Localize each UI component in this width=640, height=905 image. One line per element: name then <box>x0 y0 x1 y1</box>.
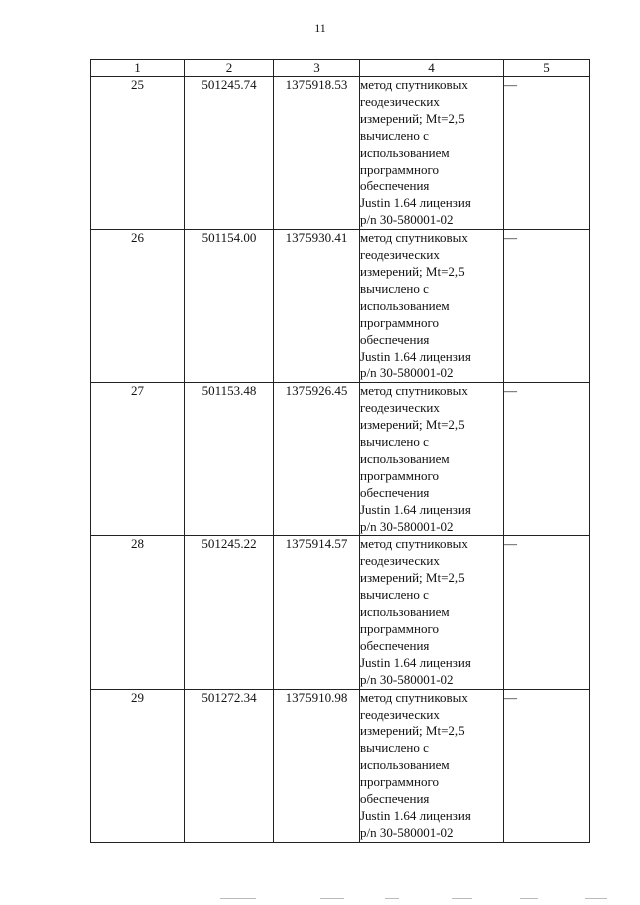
header-col-5: 5 <box>504 60 590 77</box>
method-line: обеспечения <box>360 484 430 500</box>
method-description-cell <box>360 689 504 842</box>
method-line: метод спутниковых <box>360 689 468 705</box>
note-dash: — <box>504 536 517 552</box>
footer-scan-marks <box>190 896 610 902</box>
y-coordinate-cell: 1375930.41 <box>274 230 360 383</box>
table-row <box>91 689 590 842</box>
method-line: использованием <box>360 757 450 773</box>
method-line: обеспечения <box>360 178 430 194</box>
method-line: обеспечения <box>360 637 430 653</box>
table-row <box>91 230 590 383</box>
method-line: обеспечения <box>360 791 430 807</box>
coordinates-table <box>90 59 590 843</box>
x-coordinate-cell: 501154.00 <box>185 230 274 383</box>
method-line: вычислено с <box>360 127 429 143</box>
method-line: p/n 30-580001-02 <box>360 824 454 840</box>
x-coordinate-cell: 501245.74 <box>185 77 274 230</box>
method-line: измерений; Mt=2,5 <box>360 570 465 586</box>
method-description-cell <box>360 230 504 383</box>
table-row <box>91 77 590 230</box>
method-description-cell <box>360 77 504 230</box>
method-line: измерений; Mt=2,5 <box>360 110 465 126</box>
method-line: измерений; Mt=2,5 <box>360 417 465 433</box>
method-line: метод спутниковых <box>360 230 468 246</box>
method-line: метод спутниковых <box>360 536 468 552</box>
note-cell <box>504 536 590 689</box>
header-col-4: 4 <box>360 60 504 77</box>
method-line: программного <box>360 774 439 790</box>
table-body <box>91 77 590 843</box>
method-line: метод спутниковых <box>360 77 468 92</box>
y-coordinate-cell: 1375910.98 <box>274 689 360 842</box>
method-line: обеспечения <box>360 331 430 347</box>
method-line: использованием <box>360 604 450 620</box>
method-line: программного <box>360 467 439 483</box>
method-line: вычислено с <box>360 280 429 296</box>
note-dash: — <box>504 230 517 246</box>
method-line: геодезических <box>360 706 440 722</box>
y-coordinate-cell: 1375926.45 <box>274 383 360 536</box>
note-cell <box>504 230 590 383</box>
method-line: Justin 1.64 лицензия <box>360 501 471 517</box>
method-line: использованием <box>360 297 450 313</box>
method-line: геодезических <box>360 400 440 416</box>
point-number-cell: 25 <box>91 77 185 230</box>
point-number-cell: 26 <box>91 230 185 383</box>
method-line: метод спутниковых <box>360 383 468 399</box>
method-line: вычислено с <box>360 740 429 756</box>
y-coordinate-cell: 1375914.57 <box>274 536 360 689</box>
point-number-cell: 29 <box>91 689 185 842</box>
method-description-cell <box>360 536 504 689</box>
note-dash: — <box>504 383 517 399</box>
method-line: геодезических <box>360 553 440 569</box>
header-col-1: 1 <box>91 60 185 77</box>
method-line: программного <box>360 621 439 636</box>
method-description-cell <box>360 383 504 536</box>
method-line: Justin 1.64 лицензия <box>360 348 471 364</box>
method-line: Justin 1.64 лицензия <box>360 654 471 670</box>
method-line: использованием <box>360 450 450 466</box>
method-line: измерений; Mt=2,5 <box>360 263 465 279</box>
header-col-3: 3 <box>274 60 360 77</box>
note-cell <box>504 689 590 842</box>
method-line: геодезических <box>360 247 440 263</box>
note-cell <box>504 383 590 536</box>
header-col-2: 2 <box>185 60 274 77</box>
x-coordinate-cell: 501245.22 <box>185 536 274 689</box>
table-row <box>91 383 590 536</box>
note-dash: — <box>504 77 517 92</box>
y-coordinate-cell: 1375918.53 <box>274 77 360 230</box>
method-line: Justin 1.64 лицензия <box>360 807 471 823</box>
method-line: использованием <box>360 144 450 160</box>
x-coordinate-cell: 501153.48 <box>185 383 274 536</box>
point-number-cell: 27 <box>91 383 185 536</box>
method-line: p/n 30-580001-02 <box>360 518 454 534</box>
x-coordinate-cell: 501272.34 <box>185 689 274 842</box>
table-row <box>91 536 590 689</box>
method-line: программного <box>360 314 439 330</box>
method-line: вычислено с <box>360 434 429 450</box>
note-cell <box>504 77 590 230</box>
method-line: p/n 30-580001-02 <box>360 671 454 687</box>
method-line: программного <box>360 161 439 177</box>
table-header-row <box>91 60 590 77</box>
method-line: Justin 1.64 лицензия <box>360 195 471 211</box>
point-number-cell: 28 <box>91 536 185 689</box>
method-line: p/n 30-580001-02 <box>360 212 454 228</box>
method-line: геодезических <box>360 93 440 109</box>
method-line: вычислено с <box>360 587 429 603</box>
note-dash: — <box>504 689 517 705</box>
page-number: 11 <box>314 21 326 35</box>
method-line: измерений; Mt=2,5 <box>360 723 465 739</box>
method-line: p/n 30-580001-02 <box>360 365 454 381</box>
